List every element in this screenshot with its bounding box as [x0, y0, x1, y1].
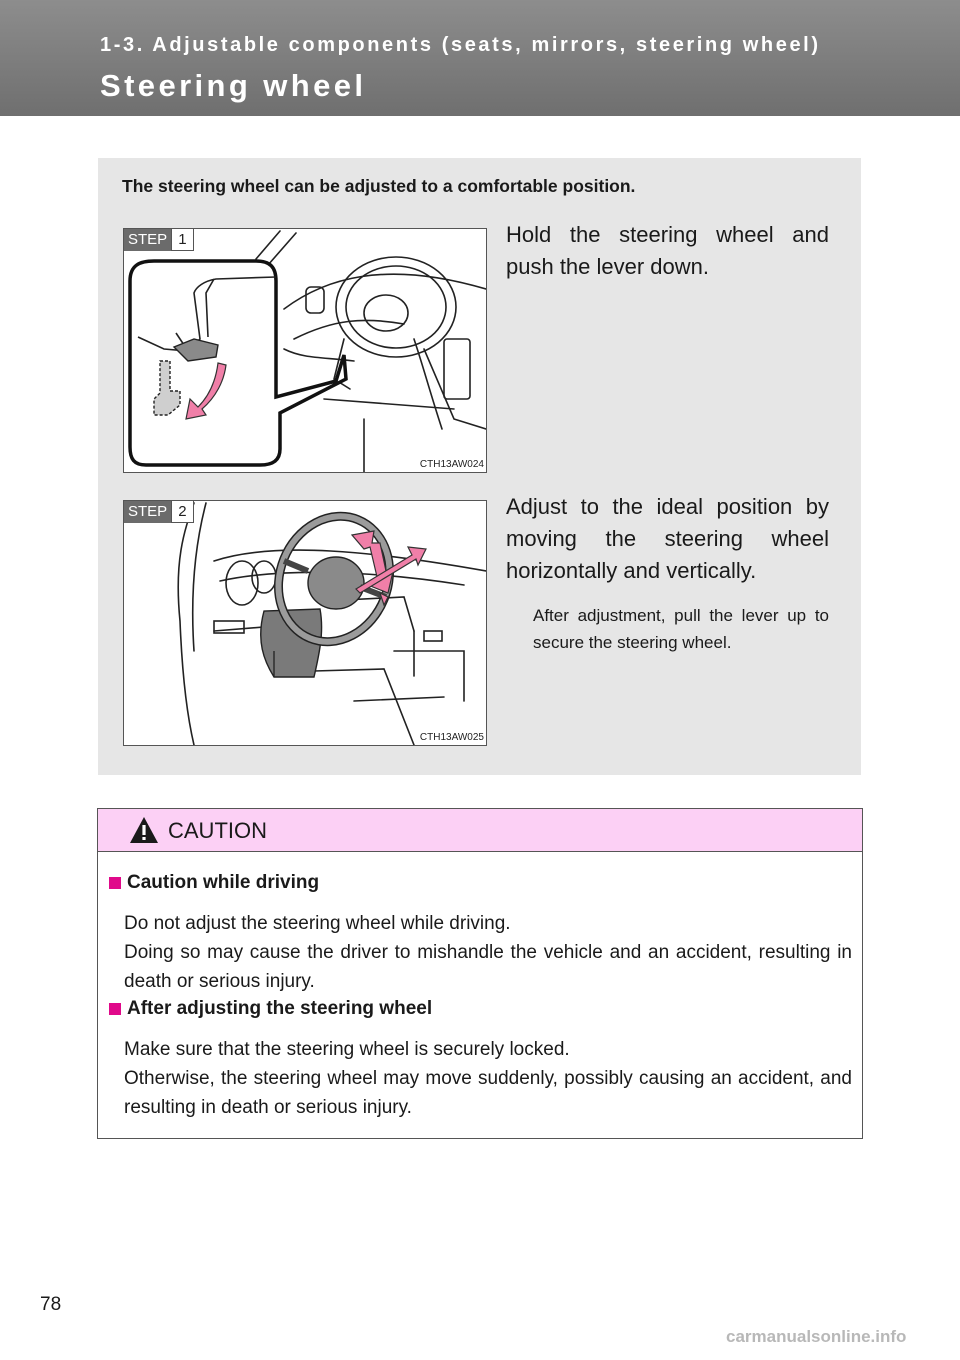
page-number: 78	[40, 1294, 62, 1315]
square-bullet-icon	[109, 1003, 121, 1015]
steering-lever-illustration	[124, 229, 486, 472]
watermark: carmanualsonline.info	[726, 1327, 907, 1346]
intro-text: The steering wheel can be adjusted to a comfortable position.	[122, 176, 636, 196]
page-title: Steering wheel	[100, 68, 367, 103]
page-header	[0, 0, 960, 116]
step-2-badge	[124, 501, 194, 523]
step-1-badge	[124, 229, 194, 251]
square-bullet-icon	[109, 877, 121, 889]
step-number: 1	[171, 229, 193, 251]
step-word: STEP	[124, 501, 171, 523]
caution-item-body: Make sure that the steering wheel is securely locked. Otherwise, the steering wheel may move suddenly, possibly causing an accident, and resulting in death or serious injury.	[124, 1039, 852, 1118]
section-label: 1-3. Adjustable components (seats, mirrors, steering wheel)	[100, 34, 821, 56]
steering-adjust-illustration	[124, 501, 486, 745]
caution-item-heading: Caution while driving	[106, 869, 852, 897]
step-2-note: After adjustment, pull the lever up to secure the steering wheel.	[533, 606, 829, 652]
caution-item-body: Do not adjust the steering wheel while driving. Doing so may cause the driver to mishandle the vehicle and an accident, resulting in death or serious injury.	[124, 913, 852, 992]
step-1-illustration	[123, 228, 487, 473]
caution-box	[97, 808, 863, 1139]
caution-title: CAUTION	[168, 818, 267, 843]
caution-item-heading: After adjusting the steering wheel	[106, 995, 852, 1023]
step-word: STEP	[124, 229, 171, 251]
caution-header	[98, 809, 862, 852]
figure-code: CTH13AW025	[419, 732, 484, 743]
caution-item	[106, 869, 852, 996]
caution-item	[106, 995, 852, 1122]
figure-code: CTH13AW024	[419, 459, 484, 470]
warning-triangle-icon	[129, 816, 159, 844]
step-number: 2	[171, 501, 193, 523]
step-2-illustration	[123, 500, 487, 746]
step-2-text: Adjust to the ideal position by moving the steering wheel horizontally and vertically.	[506, 494, 829, 583]
step-1-text: Hold the steering wheel and push the lever down.	[506, 222, 829, 279]
